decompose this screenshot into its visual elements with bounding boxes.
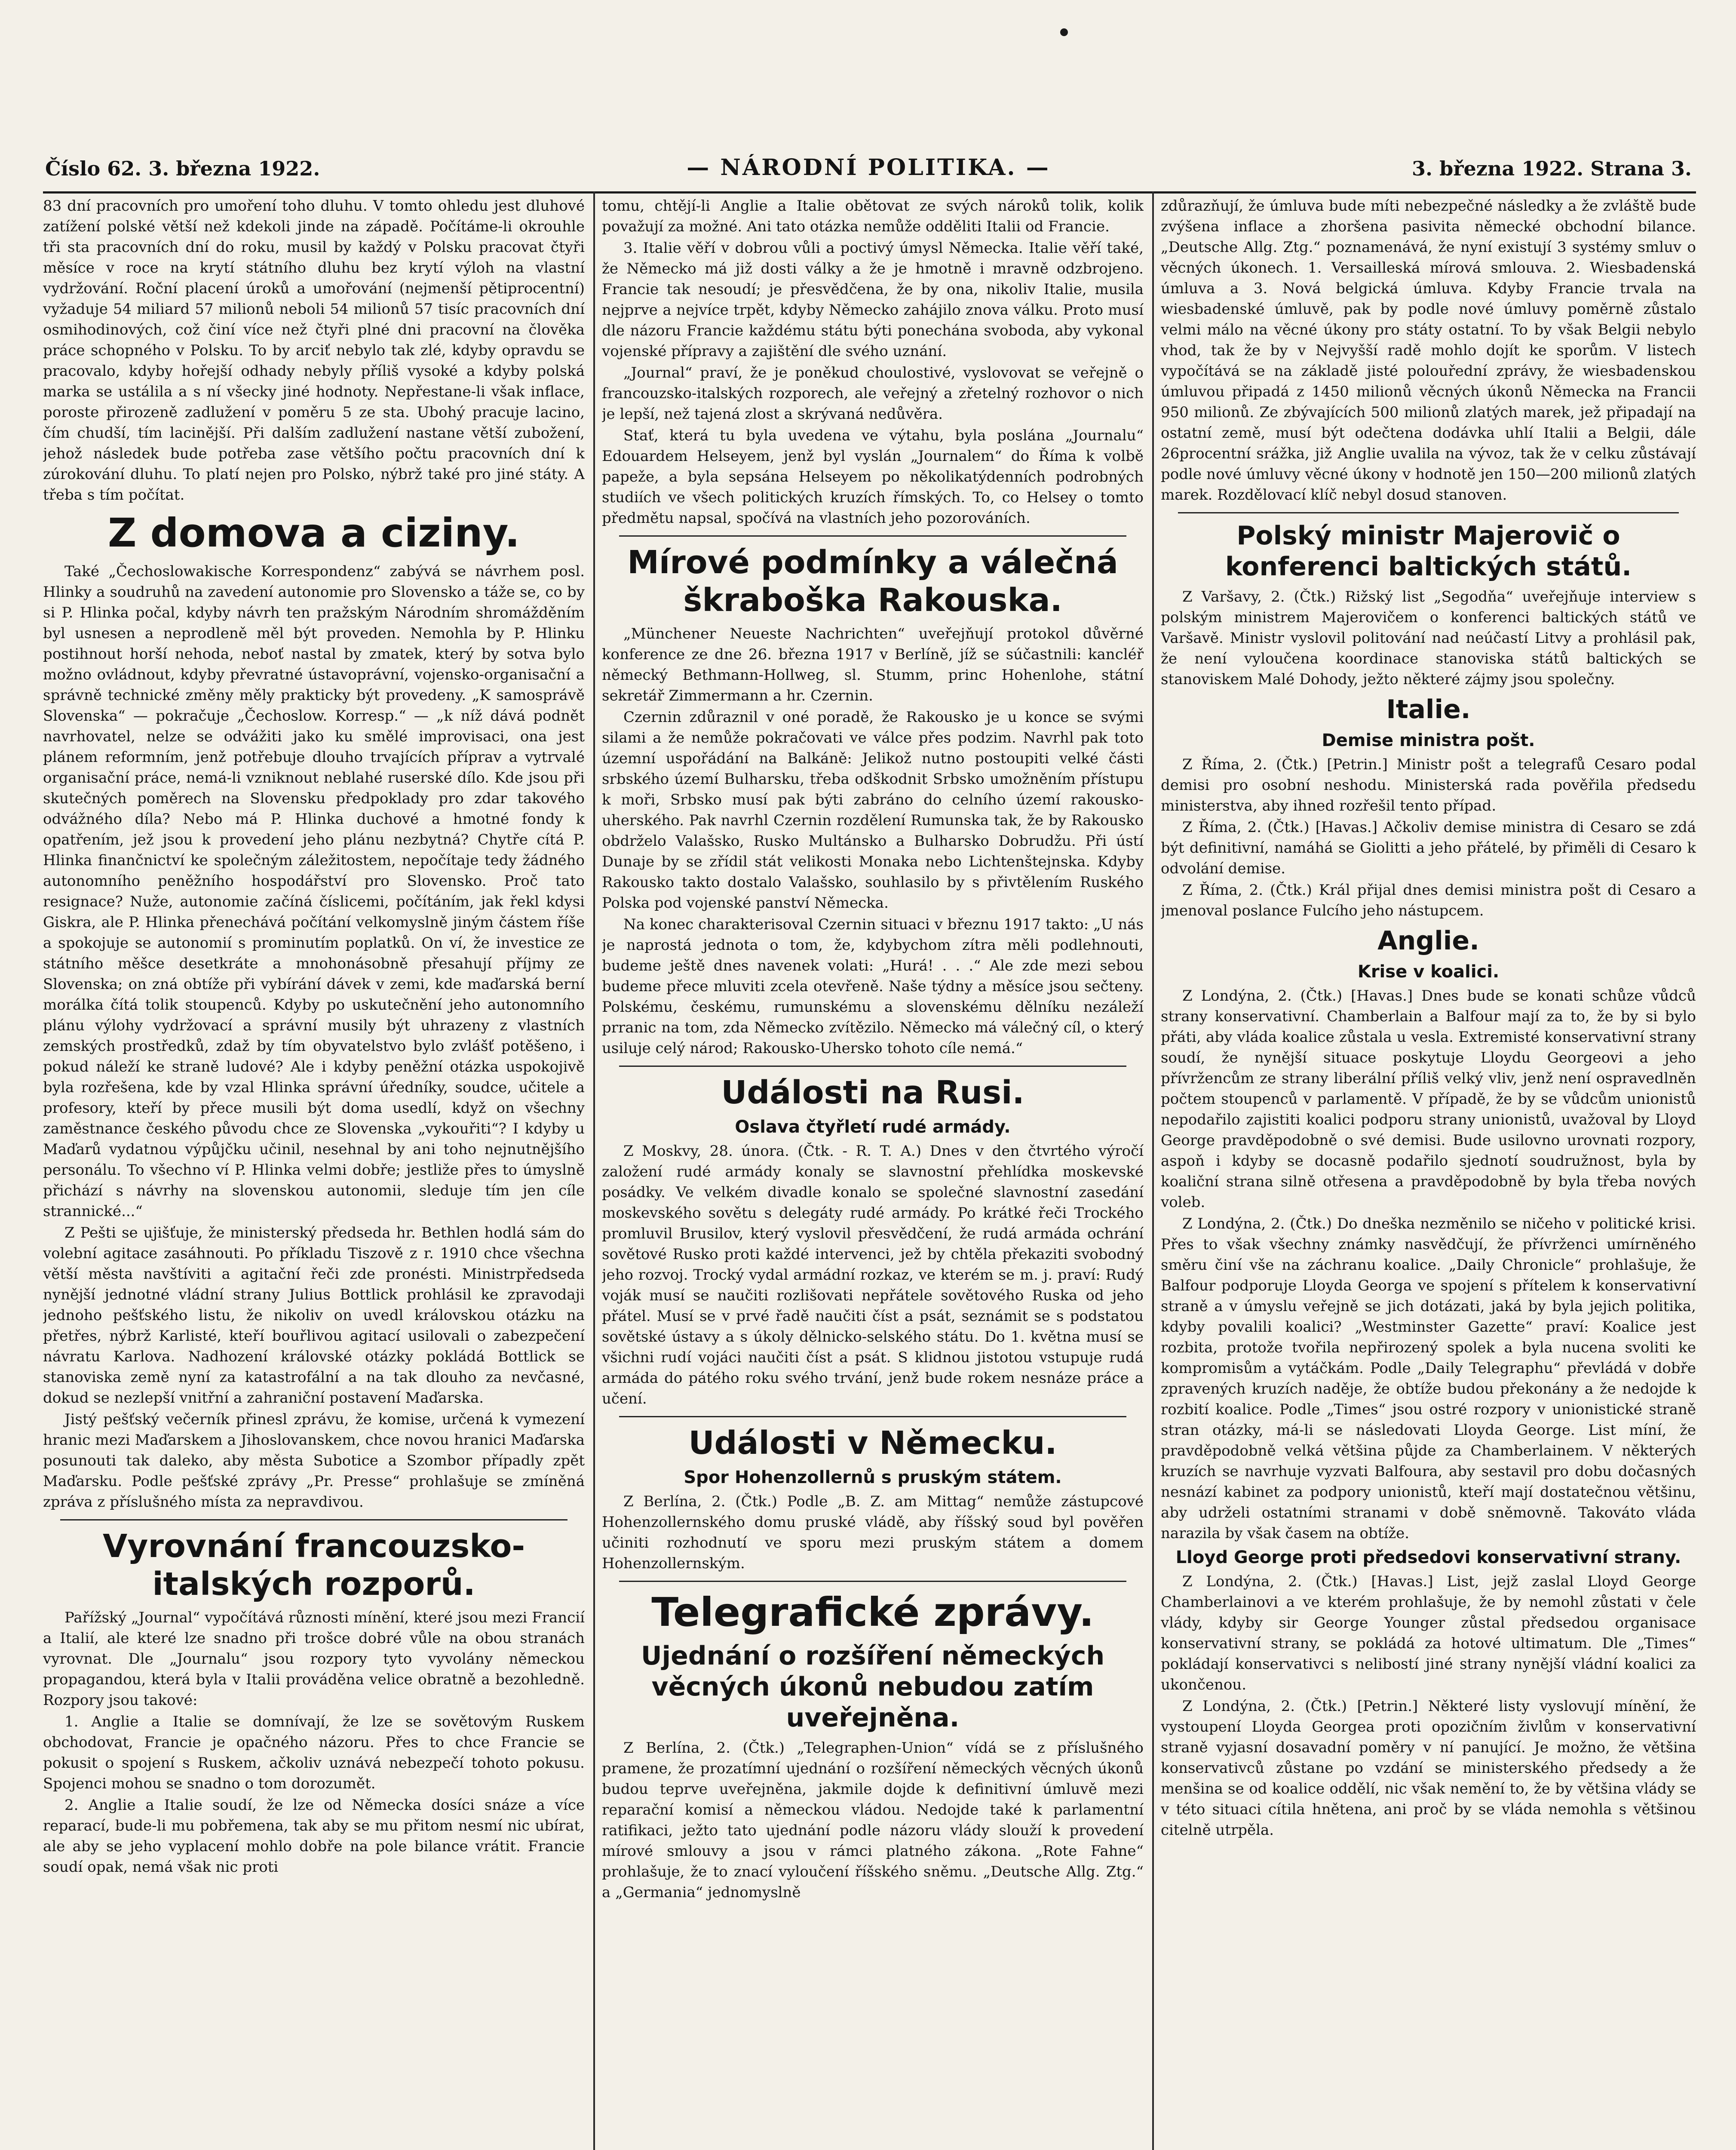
separator — [619, 1066, 1126, 1067]
headline-vyrovnani: Vyrovnání francouzsko-italských rozporů. — [102, 1528, 525, 1603]
article-paragraph: Z Moskvy, 28. února. (Čtk. - R. T. A.) Dnes v den čtvrtého výročí založení rudé armády konaly se slavnostní přehlídka moskevské posádky. Ve velkém divadle konalo se společné slavnostní zasedání moskevského sovětu s delegáty rudé armády. Po krátké řeči Trockého promluvil Brusilov, který vyslovil přesvědčení, že rudá armáda ochrání sovětové Rusko proti každé intervenci, jež by chtěla překaziti svobodný jeho rozvoj. Trocký vydal armádní rozkaz, ve kterém se m. j. praví: Rudý voják musí se naučiti rozlišovati nepřátele sovětového Ruska od jeho přátel. Musí se v prvé řadě naučiti číst a psát, seznámit se s podstatou sovětské ústavy a s úkoly dělnicko-selského státu. Do 1. května musí se všichni rudí vojáci naučiti číst a psát. S klidnou jistotou vstupuje rudá armáda do pátého roku svého trvání, jenž bude rokem nesnáze práce a učení. — [602, 1143, 1144, 1407]
article-paragraph: 2. Anglie a Italie soudí, že lze od Německa dosíci snáze a více reparací, bude-li mu pobřemena, tak aby se mu přitom nesmí nic ubírat, ale aby se jeho vyplacení mohlo dobře na pole bilance vrátit. Francie soudí opak, nemá však nic proti — [43, 1797, 585, 1876]
article-paragraph: Na konec charakterisoval Czernin situaci v březnu 1917 takto: „U nás je naprostá jednota o tom, že, kdybychom zítra měli podlehnouti, budeme ještě dnes navenek volati: „Hurá! . . .“ Ale zde mezi sebou budeme přece mluviti zcela otevřeně. Naše týdny a měsíce jsou sečteny. Polskému, českému, rumunskému a slovenskému dělníku nezáleží prranic na tom, zda Německo zvítězilo. Německo má válečný cíl, o který usiluje celý národ; Rakousko-Uhersko tohoto cíle nemá.“ — [602, 916, 1144, 1057]
article-paragraph: tomu, chtějí-li Anglie a Italie obětovat ze svých nároků tolik, kolik považují za možné. Ani tato otázka nemůže odděliti Italii od Francie. — [602, 197, 1144, 235]
article-paragraph: Jistý pešťský večerník přinesl zprávu, že komise, určená k vymezení hranic mezi Maďarskem a Jihoslovanskem, chce novou hranici Maďarska posunouti tak daleko, aby města Subotice a Szombor případly zpět Maďarsku. Podle pešťské zprávy „Pr. Presse“ prohlašuje se zmíněná zpráva z příslušného místa za nepravdivou. — [43, 1411, 585, 1511]
article-paragraph: Z Londýna, 2. (Čtk.) Do dneška nezměnilo se ničeho v politické krisi. Přes to však všechny známky nasvědčují, že přívrženci umírněného směru činí vše na záchranu koalice. „Daily Chronicle“ prohlašuje, že Balfour podporuje Lloyda Georga ve spojení s přítelem k konservativní straně a v úmyslu veřejně se jich dotázati, jaká by byla jejich politika, kdyby povalili koalici? „Westminster Gazette“ praví: Koalice jest rozbita, protože tvořila nepřirozený spolek a byla nucena svoliti ke kompromisům a vytáčkám. Podle „Daily Telegraphu“ převládá v dobře zpravených kruzích naděje, že obtíže budou překonány a že nedojde k rozbití koalice. Podle „Times“ jsou ostré rozpory v unionistické straně stran otázky, má-li se následovati Lloyda George. List míní, že pravděpodobně velká většina půjde za Chamberlainem. V některých kruzích se navrhuje vyzvati Balfoura, aby sestavil pro dobu dočasných nesnází kabinet za podpory unionistů, kteří mají dostatečnou většinu, aby udrželi ostatními stranami v době sněmovně. Takováto vláda narazila by však časem na obtíže. — [1161, 1215, 1696, 1542]
article-paragraph: Také „Čechoslowakische Korrespondenz“ zabývá se návrhem posl. Hlinky a soudruhů na zavedení autonomie pro Slovensko a táže se, co by si P. Hlinka počal, kdyby návrh ten pražským Národním shromážděním byl usnesen a neprodleně měl být proveden. Nemohla by P. Hlinku postihnout horší nehoda, neboť nastal by zmatek, který by sotva bylo možno ovládnout, kdyby převratné ústavoprávní, vojensko-organisační a správně technické změny měly prakticky být provedeny. „K samosprávě Slovenska“ — pokračuje „Čechoslow. Korresp.“ — „k níž dává podnět navrhovatel, nelze se odvážiti jako ku smělé improvisaci, ona jest plánem reformním, jenž potřebuje dlouho trvajících příprav a vytrvalé organisační práce, nemá-li vzniknout neblahé ruserské dílo. Kde jsou při skutečných poměrech na Slovensku předpoklady pro zdar takového odvážného díla? Nebo má P. Hlinka duchové a hmotné fondy k opatřením, jež jsou k provedení jeho plánu nezbytná? Chytře cítá P. Hlinka finančnictví ke společným záležitostem, nepočítaje tedy žádného autonomního peněžního hospodářství pro Slovensko. Proč tato resignace? Nuže, autonomie začíná číslicemi, počítáním, jak řekl kdysi Giskra, ale P. Hlinka přenechává počítání velkomyslně jiným částem říše a spokojuje se autonomií s prominutím poplatků. On ví, že investice ze státního měšce desetkráte a mnohonásobně přesahují příjmy ze Slovenska; on zná obtíže při vybírání dávek v zemi, kde maďarská berní morálka čítá tolik stoupenců. Kdyby po uskutečnění jeho autonomního plánu výlohy vydržovací a správní musily být uhrazeny z vlastních zemských prostředků, zdaž by tím obyvatelstvo bylo zvlášť potěšeno, i pokud náleží ke straně ludové? Ale i kdyby peněžní otázka uspokojivě byla rozřešena, kde by vzal Hlinka správní úředníky, soudce, učitele a profesory, kteří by přece musili být doma usedlí, když on všechny zaměstnance českého původu chce ze Slovenska „vykouřiti“? I kdyby u Maďarů vydatnou výpůjčku učinil, nesehnal by ani toho nejnutnějšího personálu. To všechno ví P. Hlinka velmi dobře; jestliže přes to úmyslně přichází s návrhy na slovenskou autonomii, sleduje tím jen cíle strannické...“ — [43, 563, 585, 1220]
article-paragraph: Z Berlína, 2. (Čtk.) „Telegraphen-Union“ vídá se z příslušného pramene, že prozatímní ujednání o rozšíření německých věcných úkonů budou teprve uveřejněna, jakmile dojde k definitivní úmluvě mezi reparační komisí a německou vládou. Nedojde také k parlamentní ratifikaci, ježto tato ujednání podle názoru vlády slouží k provedení mírové smlouvy a jsou v rámci platného zákona. „Rote Fahne“ prohlašuje, že to znací vyloučení říšského sněmu. „Deutsche Allg. Ztg.“ a „Germania“ jednomyslně — [602, 1739, 1144, 1901]
headline-udalosti-nemecku: Události v Německu. — [688, 1425, 1057, 1462]
article-paragraph: Z Říma, 2. (Čtk.) Král přijal dnes demisi ministra pošt di Cesaro a jmenoval poslance Fulcího jeho nástupcem. — [1161, 882, 1696, 919]
article-paragraph: 83 dní pracovních pro umoření toho dluhu. V tomto ohledu jest dluhové zatížení polské větší než kdekoli jinde na západě. Počítáme-li okrouhle tři sta pracovních dní do roku, musil by každý v Polsku pracovat čtyři měsíce v roce na krytí státního dluhu bez krytí výloh na vlastní vydržování. Roční placení úroků a umořování (nejmenší pětiprocentní) vyžaduje 54 miliard 57 milionů neboli 54 milionů 57 tisíc pracovních dní osmihodinových, což činí více než čtyři plné dni pracovní na člověka práce schopného v Polsku. To by arciť nebylo tak zlé, kdyby opravdu se pracovalo, kdyby hořejší odhady nebyly příliš vysoké a kdyby polská marka se ustálila a s ní všecky jiné hodnoty. Nepřestane-li však inflace, poroste přirozeně zadlužení v poměru 5 ze sta. Ubohý pracuje lacino, čím chudší, tím lacinější. Při dalším zadlužení nastane větší zubožení, jehož následek bude potřeba zase většího počtu pracovních dní k zúrokování dluhu. To platí nejen pro Polsko, nýbrž také pro jiné státy. A třeba s tím počítat. — [43, 197, 585, 504]
article-paragraph: „Journal“ praví, že je poněkud choulostivé, vyslovovat se veřejně o francouzsko-italských rozporech, ale veřejný a zřetelný rozhovor o nich je lepší, než tajená zlost a skrývaná nedůvěra. — [602, 364, 1144, 423]
header-masthead: — NÁRODNÍ POLITIKA. — — [687, 154, 1050, 181]
article-paragraph: 1. Anglie a Italie se domnívají, že lze se sovětovým Ruskem obchodovat, Francie je opačného názoru. Přes to chce Francie se pokusit o spojení s Ruskem, ačkoliv uznává nebezpečí tohoto pokusu. Spojenci mohou se snadno o tom dorozumět. — [43, 1713, 585, 1792]
headline-anglie: Anglie. — [1377, 926, 1479, 956]
headline-majerovic: Polský ministr Majerovič o konferenci baltických států. — [1225, 521, 1632, 582]
subheadline: Demise ministra pošt. — [1322, 731, 1535, 750]
headline-udalosti-rusi: Události na Rusi. — [721, 1074, 1024, 1111]
separator — [60, 1519, 567, 1520]
article-paragraph: Czernin zdůraznil v oné poradě, že Rakousko je u konce se svými silami a že nemůže pokračovati ve válce přes podzim. Navrhl pak toto územní uspořádání na Balkáně: Jelikož nutno postoupiti velké části srbského území Bulharsku, třeba odškodnit Srbsko umožněním přístupu k moři, Srbsko musí pak býti zabráno do celního území rakousko-uherského. Pak navrhl Czernin rozdělení Rumunska tak, že by Rakousko obdrželo Valašsko, Rusko Multánsko a Bulharsko Dobrudžu. Při ústí Dunaje by se zřídil stát velikosti Monaka nebo Lichtenštejnska. Kdyby Rakousko takto dostalo Valašsko, souhlasilo by s přivtělením Ruského Polska pod vojenské panství Německa. — [602, 709, 1144, 912]
subheadline: Oslava čtyřletí rudé armády. — [735, 1117, 1011, 1137]
article-paragraph: Z Berlína, 2. (Čtk.) Podle „B. Z. am Mittag“ nemůže zástupcové Hohenzollernského domu pruské vládě, aby říšský soud byl pověřen učiniti rozhodnutí ve sporu mezi pruským státem a domem Hohenzollernským. — [602, 1493, 1144, 1572]
article-paragraph: Z Londýna, 2. (Čtk.) [Petrin.] Některé listy vyslovují mínění, že vystoupení Lloyda Georgea proti opozičním živlům v konservativní straně vyjasní dosavadní poměry v ní panující. Je možno, že většina konservativců zůstane po vzdání se ministerského předsedy a že menšina se od koalice oddělí, nic však nemění to, že by většina vlády se v této situaci cítila hnětena, ani proč by se vláda nemohla s většinou citelně utrpěla. — [1161, 1698, 1696, 1839]
headline-italie: Italie. — [1386, 694, 1471, 725]
article-paragraph: Z Londýna, 2. (Čtk.) [Havas.] List, jejž zaslal Lloyd George Chamberlainovi a ve kterém prohlašuje, že by nemohl zůstati v čele vlády, kdyby sir George Younger zůstal předsedou organisace konservativní strany, se pokládá za hotové ultimatum. Dle „Times“ pokládají konservativci s nelibostí jiné strany nynější vládní koalici za ukončenou. — [1161, 1573, 1696, 1693]
article-paragraph: Z Londýna, 2. (Čtk.) [Havas.] Dnes bude se konati schůze vůdců strany konservativní. Chamberlain a Balfour mají za to, že by si bylo přáti, aby vláda koalice zůstala u vesla. Extremisté konservativní strany soudí, že nynější situace poskytuje Lloydu Georgeovi a jeho přívržencům ze strany liberální příliš velký vliv, jenž není ospravedlněn počtem stoupenců v parlamentě. V případě, že by se vůdcům unionistů nepodařilo zajistiti koalici podporu strany unionistů, uvažoval by Lloyd George pravděpodobně o své demisi. Bude usilovno urovnati rozpory, aspoň i kdyby se docasně podařilo sjednotí soudružnost, byla by koaliční strana silně otřesena a pravděpodobně by byla třeba nových voleb. — [1161, 987, 1696, 1211]
article-paragraph: „Münchener Neueste Nachrichten“ uveřejňují protokol důvěrné konference ze dne 26. března 1917 v Berlíně, jíž se súčastnili: kancléř německý Bethmann-Hollweg, sl. Stumm, princ Hohenlohe, státní sekretář Zimmermann a hr. Czernin. — [602, 625, 1144, 704]
column-2 — [602, 196, 1144, 2150]
subheadline: Lloyd George proti předsedovi konservativní strany. — [1175, 1548, 1681, 1567]
article-paragraph: Z Varšavy, 2. (Čtk.) Rižský list „Segodňa“ uveřejňuje interview s polským ministrem Majerovičem o konferenci baltických států ve Varšavě. Ministr vyslovil politování nad neúčastí Litvy a prohlásil pak, že není vyloučena koordinace stanoviska států baltických se stanoviskem Malé Dohody, ježto některé zájmy jsou společny. — [1161, 588, 1696, 688]
separator — [619, 535, 1126, 537]
column-divider-1 — [593, 191, 595, 2150]
header-page-number: 3. března 1922. Strana 3. — [1412, 157, 1692, 180]
header-issue-date: Číslo 62. 3. března 1922. — [45, 157, 320, 180]
separator — [1178, 512, 1679, 513]
article-paragraph: zdůrazňují, že úmluva bude míti nebezpečné následky a že zvláště bude zvýšena inflace a zhoršena pasivita německé obchodní bilance. „Deutsche Allg. Ztg.“ poznamenává, že nyní existují 3 systémy smluv o věcných úkonech. 1. Versailleská mírová smlouva. 2. Wiesbadenská úmluva a 3. Nová belgická úmluva. Kdyby Francie trvala na wiesbadenské úmluvě, pak by podle nové úmluvy poměrně zůstalo velmi málo na věcné úkony pro státy ostatní. To by však Belgii nebylo vhod, tak že by v Nejvyšší radě mohlo dojít ke sporům. V listech vypočítává se na základě jisté polouřední zprávy, že wiesbadenskou úmluvou připadá z 1450 milionů věcných úkonů Německa na Francii 950 milionů. Ze zbývajících 500 milionů zlatých marek, jež připadají na ostatní země, musí být odečtena dodávka uhlí Italii a Belgii, dále 26procentní srážka, již Anglie uvalila na vývoz, tak že v celku zůstávají podle nové úmluvy věcné úkony v hodnotě jen 150—200 milionů zlatých marek. Rozdělovací klíč nebyl dosud stanoven. — [1161, 197, 1696, 504]
article-paragraph: 3. Italie věří v dobrou vůli a poctivý úmysl Německa. Italie věří také, že Německo má již dosti války a že je hmotně i mravně odzbrojeno. Francie tak nesoudí; je přesvědčena, že by ona, nikoliv Italie, musila nejprve a nejvíce trpět, kdyby Německo zahájilo znova válku. Proto musí dle názoru Francie každému státu býti ponechána svoboda, aby vykonal vojenské přípravy a zajištění dle svého uznání. — [602, 240, 1144, 360]
separator — [619, 1416, 1126, 1417]
article-paragraph: Z Pešti se ujišťuje, že ministerský předseda hr. Bethlen hodlá sám do volební agitace zasáhnouti. Po příkladu Tiszově z r. 1910 chce všechna větší města navštíviti a agitační řeči zde pronésti. Ministrpředseda nynější jednotné vládní strany Julius Bottlick prohlásil ke zpravodaji jednoho pešťského listu, že nikoliv on uvedl královskou otázku na přetřes, nýbrž Karlisté, kteří bouřlivou agitací usilovali o zabezpečení návratu Karlova. Nadhození královské otázky pokládá Bottlick se stanoviska země nyní za katastrofální a na tak dlouho za nevčasné, dokud se nezlepší vnitřní a zahraniční postavení Maďarska. — [43, 1224, 585, 1407]
headline-ujednani: Ujednání o rozšíření německých věcných úkonů nebudou zatím uveřejněna. — [641, 1641, 1105, 1733]
header-rule — [43, 191, 1696, 194]
article-paragraph: Z Říma, 2. (Čtk.) [Havas.] Ačkoliv demise ministra di Cesaro se zdá být definitivní, namáhá se Giolitti a jeho přátelé, by přiměli di Cesaro k odvolání demise. — [1161, 819, 1696, 877]
section-headline-telegraficke: Telegrafické zprávy. — [651, 1589, 1094, 1635]
headline-mirove-podminky: Mírové podmínky a válečná škraboška Rakouska. — [627, 544, 1118, 619]
subheadline: Krise v koalici. — [1357, 962, 1500, 982]
article-paragraph: Z Říma, 2. (Čtk.) [Petrin.] Ministr pošt a telegrafů Cesaro podal demisi pro osobní neshodu. Ministerská rada pověřila předsedu ministerstva, aby ihned rozřešil tento případ. — [1161, 756, 1696, 814]
section-headline-domov: Z domova a ciziny. — [107, 510, 520, 556]
subheadline: Spor Hohenzollernů s pruským státem. — [684, 1468, 1062, 1487]
separator — [619, 1581, 1126, 1582]
page-header — [41, 153, 1696, 187]
article-paragraph: Pařížský „Journal“ vypočítává různosti mínění, které jsou mezi Francií a Italií, ale které lze snadno při trošce dobré vůle na obou stranách vyrovnat. Dle „Journalu“ jsou rozpory tyto vyvolány německou propagandou, která byla v Italii prováděna velice obratně a bezohledně. Rozpory jsou takové: — [43, 1609, 585, 1709]
article-paragraph: Stať, která tu byla uvedena ve výtahu, byla poslána „Journalu“ Edouardem Helseyem, jenž byl vyslán „Journalem“ do Říma k volbě papeže, a byla sepsána Helseyem po několikatýdenních podrobných studiích ve všech politických kruzích římských. To, co Helsey o tomto předmětu napsal, spočívá na vlastních jeho pozorováních. — [602, 427, 1144, 527]
column-3 — [1161, 196, 1696, 2150]
column-1 — [43, 196, 585, 2150]
ink-dot — [1060, 28, 1068, 36]
column-divider-2 — [1152, 191, 1154, 2150]
